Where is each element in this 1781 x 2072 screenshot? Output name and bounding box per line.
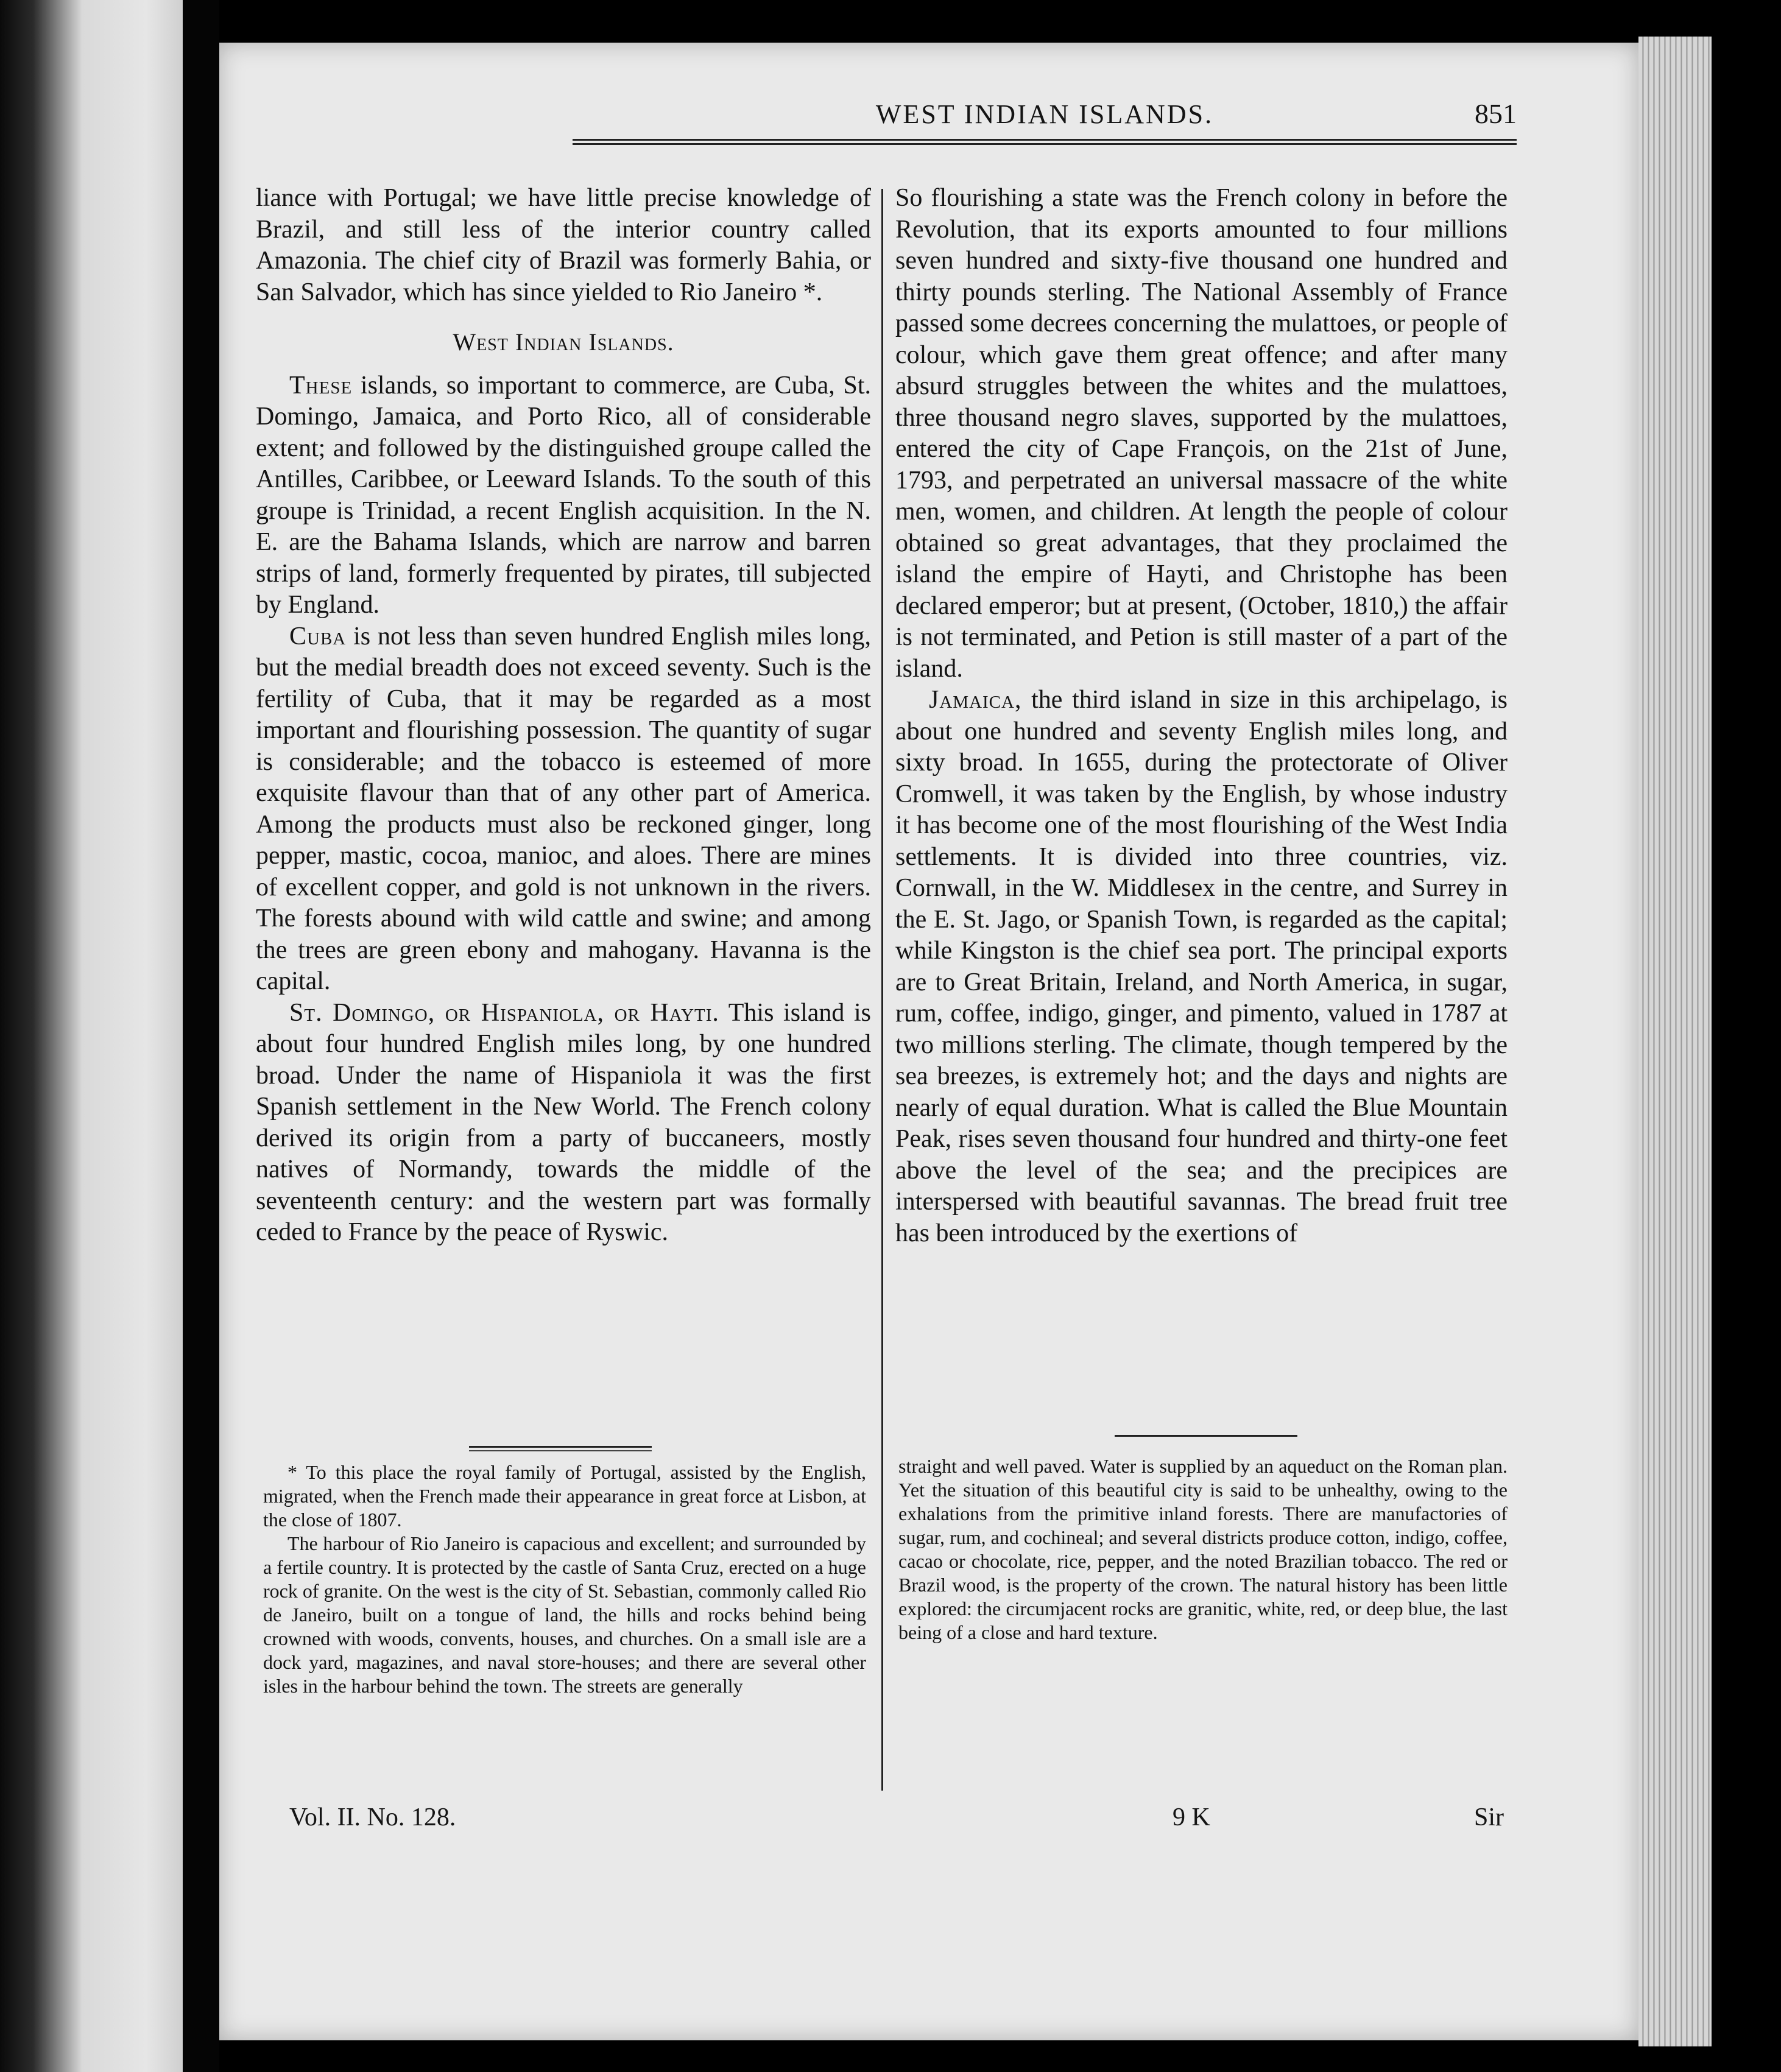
page-number: 851 [1475,98,1517,129]
footnote-rio-harbour: The harbour of Rio Janeiro is capacious and excellent; and surrounded by a fertile country. It is protected by the castle of Santa Cruz, erected on a huge rock of granite. On the west is the city of St. Sebastian, commonly called Rio de Janeiro, built on a tongue of land, the hills and rocks behind being crowned with woods, convents, houses, and churches. On a small isle are a dock yard, magazines, and naval store-houses; and there are several other isles in the harbour behind the town. The streets are generally [263,1532,866,1697]
islands-paragraph [256,370,871,621]
right-column [895,183,1508,1249]
footnote-rule-left [469,1446,652,1451]
cuba-paragraph [256,621,871,998]
islands-text: islands, so important to commerce, are Cuba, St. Domingo, Jamaica, and Porto Rico, all of considerable extent; and followed by the distinguished groupe called the Antilles, Caribbee, or Leeward Islands. To the south of this groupe is Trinidad, a recent English acquisition. In the N. E. are the Bahama Islands, which are narrow and barren strips of land, formerly frequented by pirates, till subjected by England. [256,371,871,619]
running-head [573,91,1517,158]
jamaica-lead: Jamaica, [929,686,1022,714]
footnote-left [263,1461,866,1698]
jamaica-text: the third island in size in this archipelago, is about one hundred and seventy English miles long, and sixty broad. In 1655, during the protectorate of Oliver Cromwell, it was taken by the English, by whose industry it has become one of the most flourishing of the West India settlements. It is divided into three countries, viz. Cornwall, in the W. Middlesex in the centre, and Surrey in the E. St. Jago, or Spanish Town, is regarded as the capital; while Kingston is the chief sea port. The principal exports are to Great Britain, Ireland, and North America, in sugar, rum, coffee, indigo, ginger, and pimento, valued in 1787 at two millions sterling. The climate, though tempered by the sea breezes, is extremely hot; and the days and nights are nearly of equal duration. What is called the Blue Mountain Peak, rises seven thousand four hundred and thirty-one feet above the level of the sea; and the precipices are interspersed with beautiful savannas. The bread fruit tree has been introduced by the exertions of [895,686,1508,1247]
column-divider [881,189,883,1791]
signature-mark: 9 K [1173,1803,1210,1831]
cuba-text: is not less than seven hundred English miles long, but the medial breadth does not exceed seventy. Such is the fertility of Cuba, that it may be regarded as a most important and flourishing possession. The quantity of sugar is considerable; and the tobacco is esteemed of more exquisite flavour than that of any other part of America. Among the products must also be reckoned ginger, long pepper, mastic, cocoa, manioc, and aloes. There are mines of excellent copper, and gold is not unknown in the rivers. The forests abound with wild cattle and swine; and among the trees are green ebony and mahogany. Havanna is the capital. [256,622,871,995]
footnote-continuation: straight and well paved. Water is supplied by an aqueduct on the Roman plan. Yet the situation of this beautiful city is said to be unhealthy, owing to the exhalations from the primitive inland forests. There are manufactories of sugar, rum, and cochineal; and several districts produce cotton, indigo, coffee, cacao or chocolate, rice, pepper, and the noted Brazilian tobacco. The red or Brazil wood, is the property of the crown. The natural history has been little explored: the circumjacent rocks are granitic, white, red, or deep blue, the last being of a close and hard texture. [898,1455,1508,1643]
st-domingo-lead: St. Domingo, or Hispaniola, or Hayti. [289,998,719,1027]
st-domingo-paragraph [256,998,871,1249]
jamaica-paragraph [895,685,1508,1249]
brazil-paragraph: liance with Portugal; we have little precise knowledge of Brazil, and still less of the interior country called Amazonia. The chief city of Brazil was formerly Bahia, or San Salvador, which has since yielded to Rio Janeiro *. [256,184,871,306]
running-head-title: WEST INDIAN ISLANDS. [875,99,1214,129]
st-domingo-text: This island is about four hundred English miles long, by one hundred broad. Under the name of Hispaniola it was the first Spanish settlement in the New World. The French colony derived its origin from a party of buccaneers, mostly natives of Normandy, towards the middle of the seventeenth century: and the western part was formally ceded to France by the peace of Ryswic. [256,998,872,1246]
footnote-portugal: * To this place the royal family of Portugal, assisted by the English, migrated, when the French made their appearance in great force at Lisbon, at the close of 1807. [263,1461,866,1531]
section-heading: West Indian Islands. [453,328,674,356]
footnote-right [898,1454,1508,1644]
catchword: Sir [1474,1803,1504,1831]
page-stack-edge [1638,37,1712,2046]
running-head-rule [573,139,1517,145]
book-gutter [183,0,219,2072]
footnote-rule-right [1115,1435,1297,1439]
islands-lead: These [289,371,353,400]
left-column [256,183,871,1249]
volume-signature: Vol. II. No. 128. [289,1803,456,1831]
hayti-paragraph: So flourishing a state was the French colony in before the Revolution, that its exports amounted to four millions seven hundred and sixty-five thousand one hundred and thirty pounds sterling. The National Assembly of France passed some decrees concerning the mulattoes, or people of colour, which gave them great offence; and after many absurd struggles between the whites and the mulattoes, three thousand negro slaves, supported by the mulattoes, entered the city of Cape François, on the 21st of June, 1793, and perpetrated an universal massacre of the white men, women, and children. At length the people of colour obtained so great advantages, that they proclaimed the island the empire of Hayti, and Christophe has been declared emperor; but at present, (October, 1810,) the affair is not terminated, and Petion is still master of a part of the island. [895,184,1508,683]
facing-page-edge [0,0,183,2072]
cuba-lead: Cuba [289,622,347,650]
